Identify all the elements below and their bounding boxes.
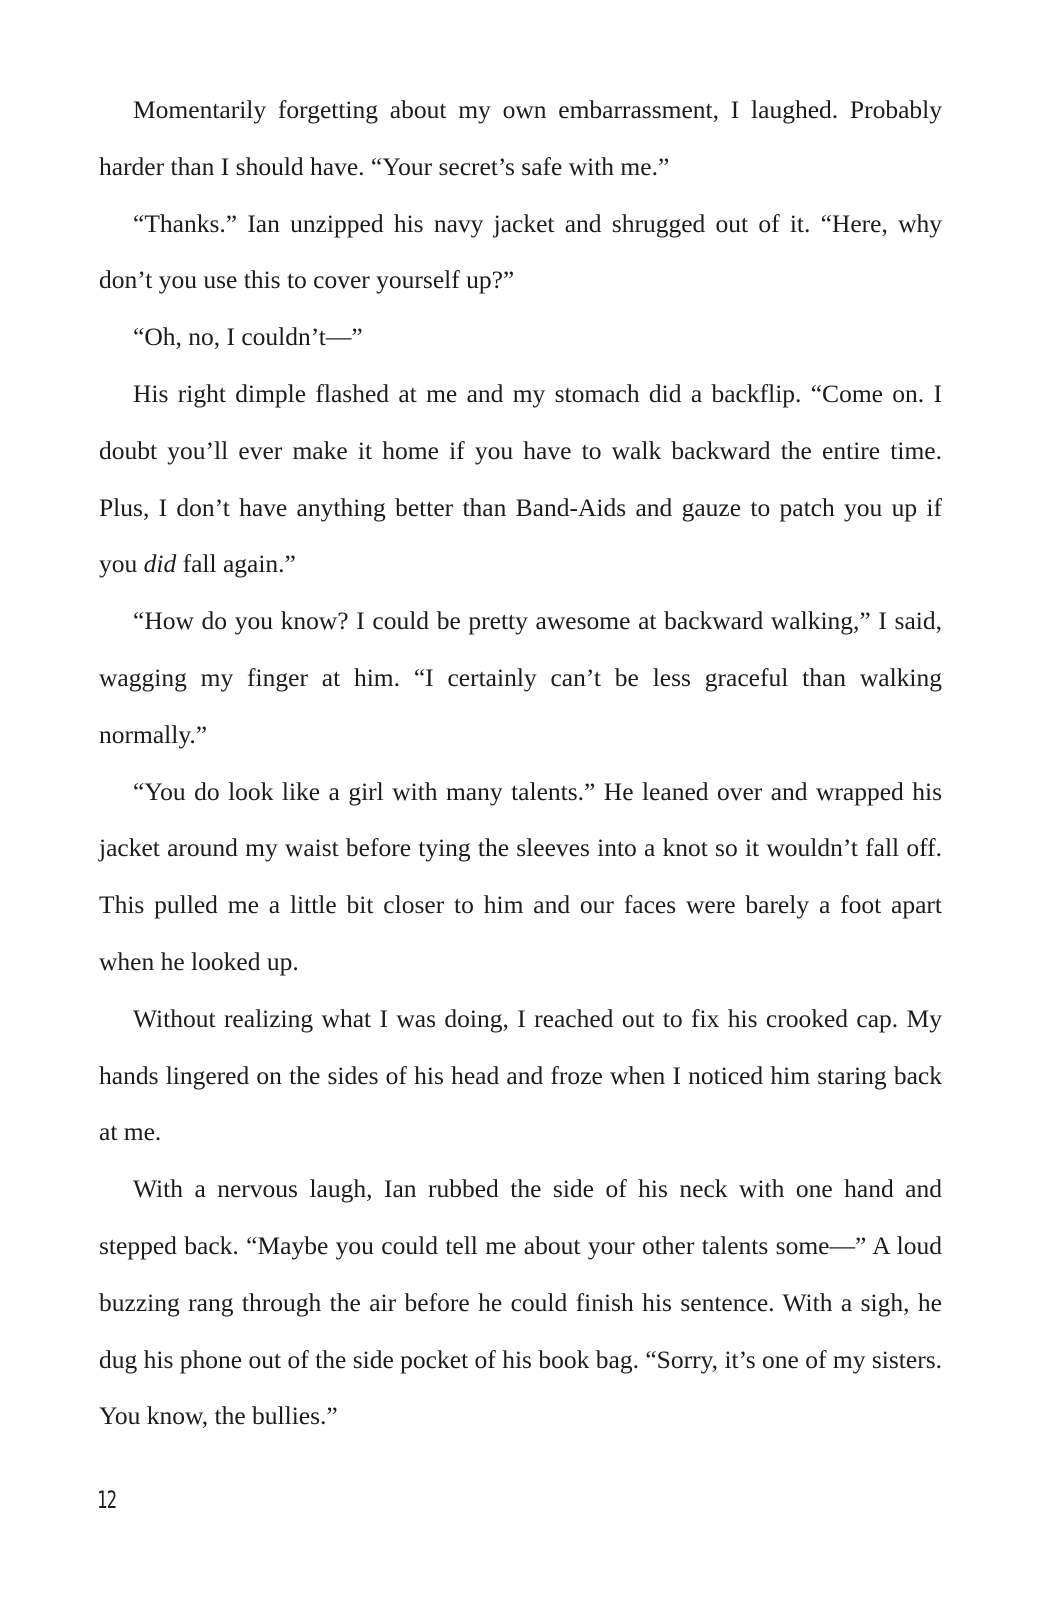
paragraph-text: Without realizing what I was doing, I reached out to fix his crooked cap. My hands lingered on the sides of his head and froze when I noticed him staring back at me. — [99, 1003, 942, 1147]
paragraph — [99, 991, 942, 1161]
paragraph-text: With a nervous laugh, Ian rubbed the side of his neck with one hand and stepped back. “Maybe you could tell me about your other talents some—” A loud buzzing rang through the air before he could finish his sentence. With a sigh, he dug his phone out of the side pocket of his book bag. “Sorry, it’s one of my sisters. You know, the bullies.” — [99, 1174, 942, 1431]
paragraph — [99, 593, 942, 763]
body-text — [99, 82, 942, 1445]
paragraph-text: His right dimple flashed at me and my stomach did a backflip. “Come on. I doubt you’ll ever make it home if you have to walk backward the entire time. Plus, I don’t have anything better than Band-Aids and gauze to patch you up if you — [99, 378, 942, 579]
paragraph-text-end: fall again.” — [176, 549, 296, 579]
page-number: 12 — [97, 1486, 117, 1514]
paragraph — [99, 309, 942, 366]
paragraph-text: Momentarily forgetting about my own embarrassment, I laughed. Probably harder than I should have. “Your secret’s safe with me.” — [99, 95, 942, 181]
paragraph-text: “Oh, no, I couldn’t—” — [133, 322, 363, 352]
paragraph — [99, 1161, 942, 1445]
emphasized-word: did — [143, 549, 177, 579]
paragraph — [99, 764, 942, 991]
paragraph — [99, 82, 942, 196]
paragraph — [99, 196, 942, 310]
paragraph-text: “Thanks.” Ian unzipped his navy jacket and shrugged out of it. “Here, why don’t you use this to cover yourself up?” — [99, 208, 942, 295]
paragraph-text: “How do you know? I could be pretty awesome at backward walking,” I said, wagging my finger at him. “I certainly can’t be less graceful than walking normally.” — [99, 606, 942, 749]
paragraph-text: “You do look like a girl with many talents.” He leaned over and wrapped his jacket around my waist before tying the sleeves into a knot so it wouldn’t fall off. This pulled me a little bit closer to him and our faces were barely a foot apart when he looked up. — [99, 776, 942, 976]
paragraph — [99, 366, 942, 593]
